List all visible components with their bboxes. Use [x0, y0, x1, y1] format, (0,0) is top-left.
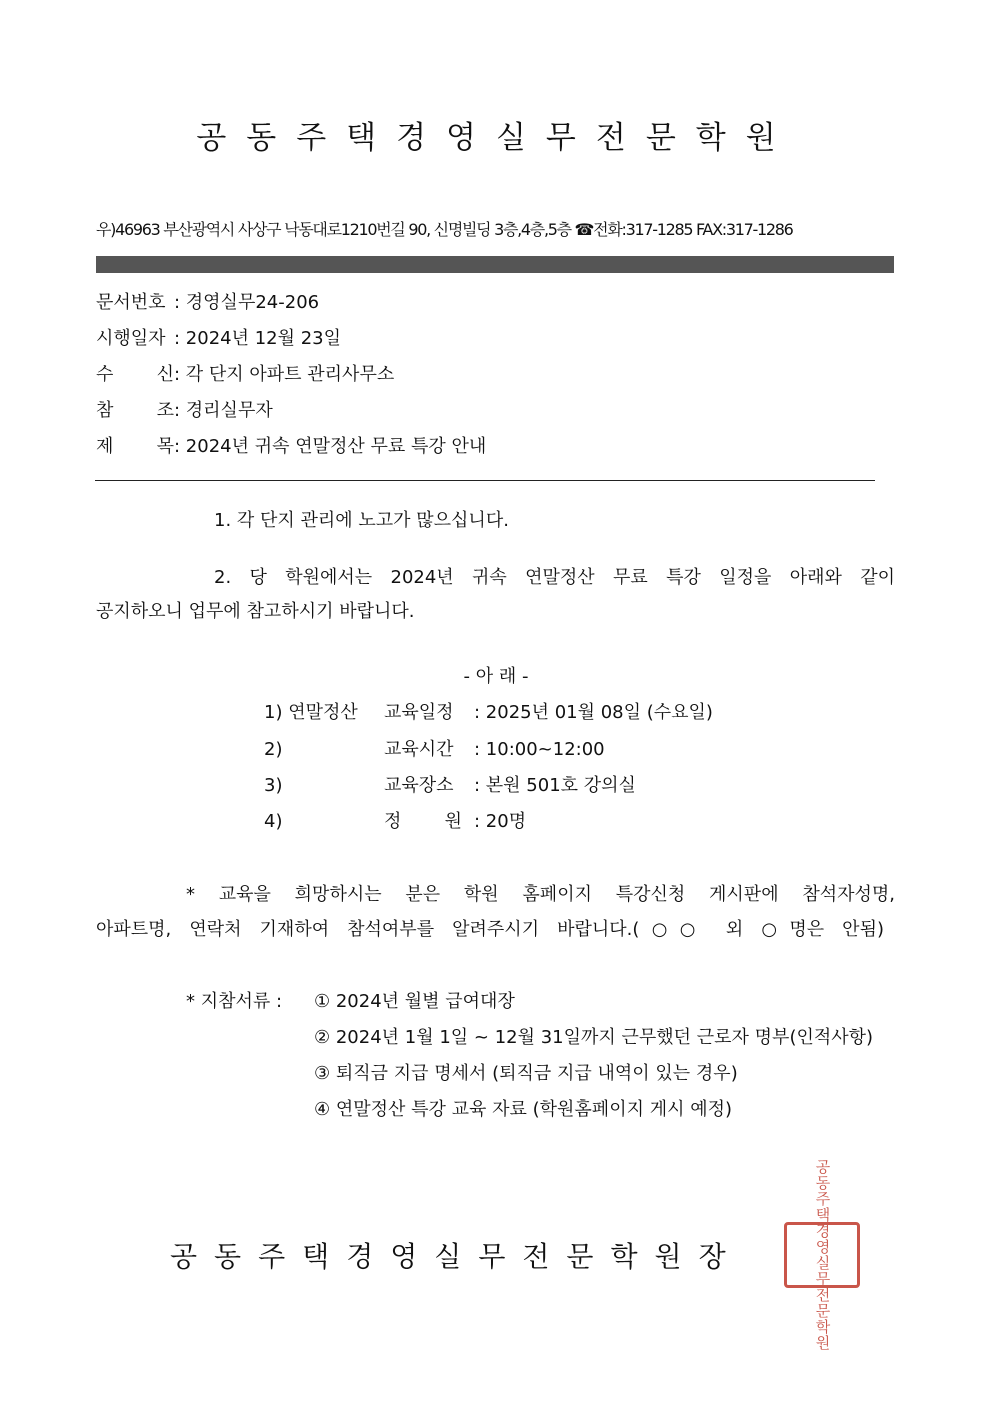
official-seal-stamp: 공동주택경영실무전문학원 — [784, 1222, 860, 1288]
meta-doc-number — [96, 288, 319, 314]
meta-subject-label: 제 목 — [96, 436, 174, 457]
schedule-item-4-num: 4) — [264, 811, 283, 832]
schedule-item-2-label: 교육시간 — [384, 739, 454, 760]
schedule-item-1-num: 1) 연말정산 — [264, 702, 358, 723]
meta-doc-number-label: 문서번호 — [96, 292, 166, 313]
notice-line-1: * 교육을 희망하시는 분은 학원 홈페이지 특강신청 게시판에 참석자성명, — [186, 884, 895, 905]
paragraph-1: 1. 각 단지 관리에 노고가 많으십니다. — [214, 510, 509, 531]
document-item-4: ④ 연말정산 특강 교육 자료 (학원홈페이지 게시 예정) — [314, 1099, 732, 1120]
meta-date-value: : 2024년 12월 23일 — [174, 328, 342, 349]
meta-date — [96, 324, 341, 350]
paragraph-2-line-2: 공지하오니 업무에 참고하시기 바랍니다. — [96, 601, 415, 622]
document-item-3: ③ 퇴직금 지급 명세서 (퇴직금 지급 내역이 있는 경우) — [314, 1063, 738, 1084]
meta-date-label: 시행일자 — [96, 328, 166, 349]
meta-reference-label: 참 조 — [96, 400, 174, 421]
header-divider-bar — [96, 256, 894, 273]
issuer-name: 공동주택경영실무전문학원장 — [170, 1240, 743, 1273]
schedule-item-4-value: : 20명 — [474, 811, 527, 832]
address-line: 우)46963 부산광역시 사상구 낙동대로1210번길 90, 신명빌딩 3층,4층,5층 ☎전화:317-1285 FAX:317-1286 — [96, 220, 793, 239]
schedule-item-4-label: 정 원 — [384, 811, 462, 832]
document-item-1: ① 2024년 월별 급여대장 — [314, 991, 515, 1012]
schedule-item-2-num: 2) — [264, 739, 283, 760]
documents-label: * 지참서류 : — [186, 991, 283, 1012]
paragraph-2-line-1: 2. 당 학원에서는 2024년 귀속 연말정산 무료 특강 일정을 아래와 같이 — [214, 567, 895, 588]
notice-line-2: 아파트명, 연락처 기재하여 참석여부를 알려주시기 바랍니다.(○○ 외 ○명은 안됨) — [96, 919, 884, 940]
section-heading: - 아 래 - — [463, 666, 529, 687]
schedule-item-3-label: 교육장소 — [384, 775, 454, 796]
meta-subject-value: : 2024년 귀속 연말정산 무료 특강 안내 — [174, 436, 487, 457]
meta-recipient-label: 수 신 — [96, 364, 174, 385]
meta-reference — [96, 396, 273, 422]
meta-divider-line — [95, 480, 875, 481]
meta-recipient-value: : 각 단지 아파트 관리사무소 — [174, 364, 395, 385]
meta-recipient — [96, 360, 394, 386]
schedule-item-2 — [264, 735, 605, 761]
meta-reference-value: : 경리실무자 — [174, 400, 273, 421]
document-title: 공동주택경영실무전문학원 — [196, 120, 796, 156]
schedule-item-3-value: : 본원 501호 강의실 — [474, 775, 636, 796]
meta-subject — [96, 432, 486, 458]
schedule-item-3 — [264, 771, 636, 797]
schedule-item-1-label: 교육일정 — [384, 702, 454, 723]
schedule-item-4 — [264, 807, 526, 833]
schedule-item-2-value: : 10:00~12:00 — [474, 739, 605, 760]
document-item-2: ② 2024년 1월 1일 ~ 12월 31일까지 근무했던 근로자 명부(인적사항) — [314, 1027, 874, 1048]
schedule-item-1 — [264, 698, 713, 724]
schedule-item-1-value: : 2025년 01월 08일 (수요일) — [474, 702, 713, 723]
meta-doc-number-value: : 경영실무24-206 — [174, 292, 320, 313]
schedule-item-3-num: 3) — [264, 775, 283, 796]
